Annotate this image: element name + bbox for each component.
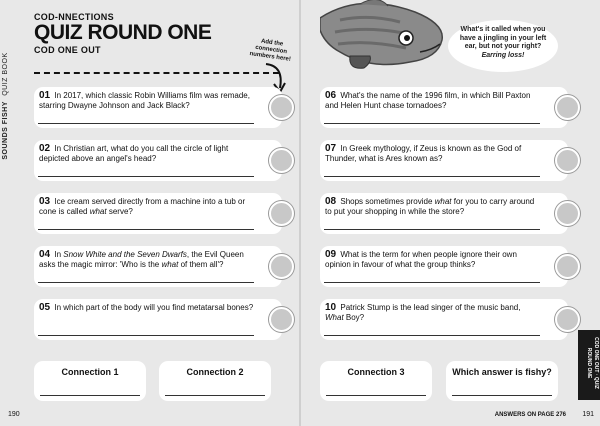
running-head bbox=[2, 51, 14, 161]
joke-question: What's it called when you have a jingling in your left ear, but not your right? bbox=[459, 26, 547, 50]
question-number: 01 bbox=[39, 90, 51, 101]
question-text bbox=[325, 197, 540, 217]
connection-label: Connection 3 bbox=[347, 367, 405, 377]
answer-line[interactable] bbox=[38, 123, 254, 124]
question-body-part: Shops sometimes provide bbox=[340, 197, 435, 206]
question-text bbox=[39, 144, 254, 164]
question-card-05[interactable] bbox=[34, 299, 282, 340]
question-body-part: of them all'? bbox=[178, 260, 224, 269]
right-edge-tab-label: COD ONE OUT · QUIZ ROUND ONE bbox=[586, 337, 599, 389]
series-name: COD-NNECTIONS bbox=[34, 12, 114, 22]
page-number-left: 190 bbox=[8, 411, 20, 418]
connection-1-box[interactable] bbox=[34, 361, 146, 401]
answers-reference: ANSWERS ON PAGE 276 bbox=[494, 412, 566, 418]
answer-line[interactable] bbox=[324, 176, 540, 177]
answer-line[interactable] bbox=[40, 395, 140, 396]
connection-number-circle[interactable] bbox=[269, 95, 294, 120]
question-number: 06 bbox=[325, 90, 337, 101]
question-text bbox=[325, 303, 540, 323]
question-text bbox=[325, 250, 540, 270]
connection-label: Connection 1 bbox=[61, 367, 119, 377]
question-card-06[interactable] bbox=[320, 87, 568, 128]
question-body-part: Boy? bbox=[343, 313, 365, 322]
question-text bbox=[325, 91, 540, 111]
answer-line[interactable] bbox=[324, 282, 540, 283]
connection-number-circle[interactable] bbox=[555, 307, 580, 332]
question-body-part: for you to carry around to put your shopping in while the store? bbox=[325, 197, 535, 216]
page-title: QUIZ ROUND ONE bbox=[34, 21, 212, 44]
question-card-08[interactable] bbox=[320, 193, 568, 234]
question-text bbox=[39, 303, 254, 313]
connection-note: Add the connection numbers here! bbox=[249, 38, 292, 63]
connection-number-circle[interactable] bbox=[555, 148, 580, 173]
question-body-part: Ice cream served directly from a machine into a tub or cone is called bbox=[39, 197, 246, 216]
connection-number-circle[interactable] bbox=[269, 148, 294, 173]
question-card-02[interactable] bbox=[34, 140, 282, 181]
answer-line[interactable] bbox=[38, 176, 254, 177]
question-text bbox=[39, 91, 254, 111]
question-card-09[interactable] bbox=[320, 246, 568, 287]
question-number: 10 bbox=[325, 302, 337, 313]
connection-label: Which answer is fishy? bbox=[452, 367, 552, 377]
question-number: 03 bbox=[39, 196, 51, 207]
answer-line[interactable] bbox=[452, 395, 552, 396]
page-subtitle: COD ONE OUT bbox=[34, 45, 101, 55]
answer-line[interactable] bbox=[324, 123, 540, 124]
running-head-title: SOUNDS FISHY bbox=[2, 101, 9, 160]
connection-number-circle[interactable] bbox=[269, 254, 294, 279]
question-number: 09 bbox=[325, 249, 337, 260]
question-body-part: serve? bbox=[106, 207, 133, 216]
answer-line[interactable] bbox=[165, 395, 265, 396]
connection-label: Connection 2 bbox=[186, 367, 244, 377]
answer-line[interactable] bbox=[38, 282, 254, 283]
question-text bbox=[325, 144, 540, 164]
question-card-04[interactable] bbox=[34, 246, 282, 287]
joke-answer: Earring loss! bbox=[481, 51, 525, 59]
page-number-right: 191 bbox=[582, 411, 594, 418]
answer-line[interactable] bbox=[326, 395, 426, 396]
question-emphasis: Snow White and the Seven Dwarfs bbox=[63, 250, 187, 259]
connection-number-circle[interactable] bbox=[269, 201, 294, 226]
connection-number-circle[interactable] bbox=[269, 307, 294, 332]
connection-number-circle[interactable] bbox=[555, 201, 580, 226]
question-emphasis: what bbox=[89, 207, 107, 216]
heading-rule bbox=[34, 72, 279, 74]
question-number: 05 bbox=[39, 302, 51, 313]
answer-line[interactable] bbox=[38, 335, 254, 336]
question-body-part: In bbox=[54, 250, 64, 259]
question-emphasis: What bbox=[325, 313, 344, 322]
question-body: What's the name of the 1996 film, in which Bill Paxton and Helen Hunt chase tornadoes? bbox=[325, 91, 531, 110]
question-body: In 2017, which classic Robin Williams film was remade, starring Dwayne Johnson and Jack Black? bbox=[39, 91, 250, 110]
question-number: 04 bbox=[39, 249, 51, 260]
question-body: What is the term for when people ignore their own opinion in favour of what the group thinks? bbox=[325, 250, 517, 269]
answer-line[interactable] bbox=[324, 229, 540, 230]
question-body: In Christian art, what do you call the circle of light depicted above an angel's head? bbox=[39, 144, 229, 163]
question-card-07[interactable] bbox=[320, 140, 568, 181]
question-body-part: , the Evil Queen asks the magic mirror: 'Who is the bbox=[39, 250, 244, 269]
fishy-answer-box[interactable] bbox=[446, 361, 558, 401]
question-card-10[interactable] bbox=[320, 299, 568, 340]
question-emphasis: what bbox=[434, 197, 452, 206]
question-body: In which part of the body will you find metatarsal bones? bbox=[54, 303, 254, 312]
question-number: 07 bbox=[325, 143, 337, 154]
connection-number-circle[interactable] bbox=[555, 254, 580, 279]
answer-line[interactable] bbox=[38, 229, 254, 230]
speech-bubble-text bbox=[456, 26, 550, 60]
book-spine bbox=[299, 0, 301, 426]
connection-number-circle[interactable] bbox=[555, 95, 580, 120]
question-body-part: Patrick Stump is the lead singer of the music band, bbox=[340, 303, 521, 312]
fish-illustration bbox=[320, 0, 455, 80]
connection-2-box[interactable] bbox=[159, 361, 271, 401]
question-text bbox=[39, 197, 254, 217]
answer-line[interactable] bbox=[324, 335, 540, 336]
question-body: In Greek mythology, if Zeus is known as the God of Thunder, what is Ares known as? bbox=[325, 144, 522, 163]
question-card-03[interactable] bbox=[34, 193, 282, 234]
connection-3-box[interactable] bbox=[320, 361, 432, 401]
question-card-01[interactable] bbox=[34, 87, 282, 128]
round-heading bbox=[34, 12, 211, 55]
question-text bbox=[39, 250, 254, 270]
running-head-section: QUIZ BOOK bbox=[2, 52, 9, 96]
question-number: 08 bbox=[325, 196, 337, 207]
question-emphasis: what bbox=[161, 260, 179, 269]
question-number: 02 bbox=[39, 143, 51, 154]
